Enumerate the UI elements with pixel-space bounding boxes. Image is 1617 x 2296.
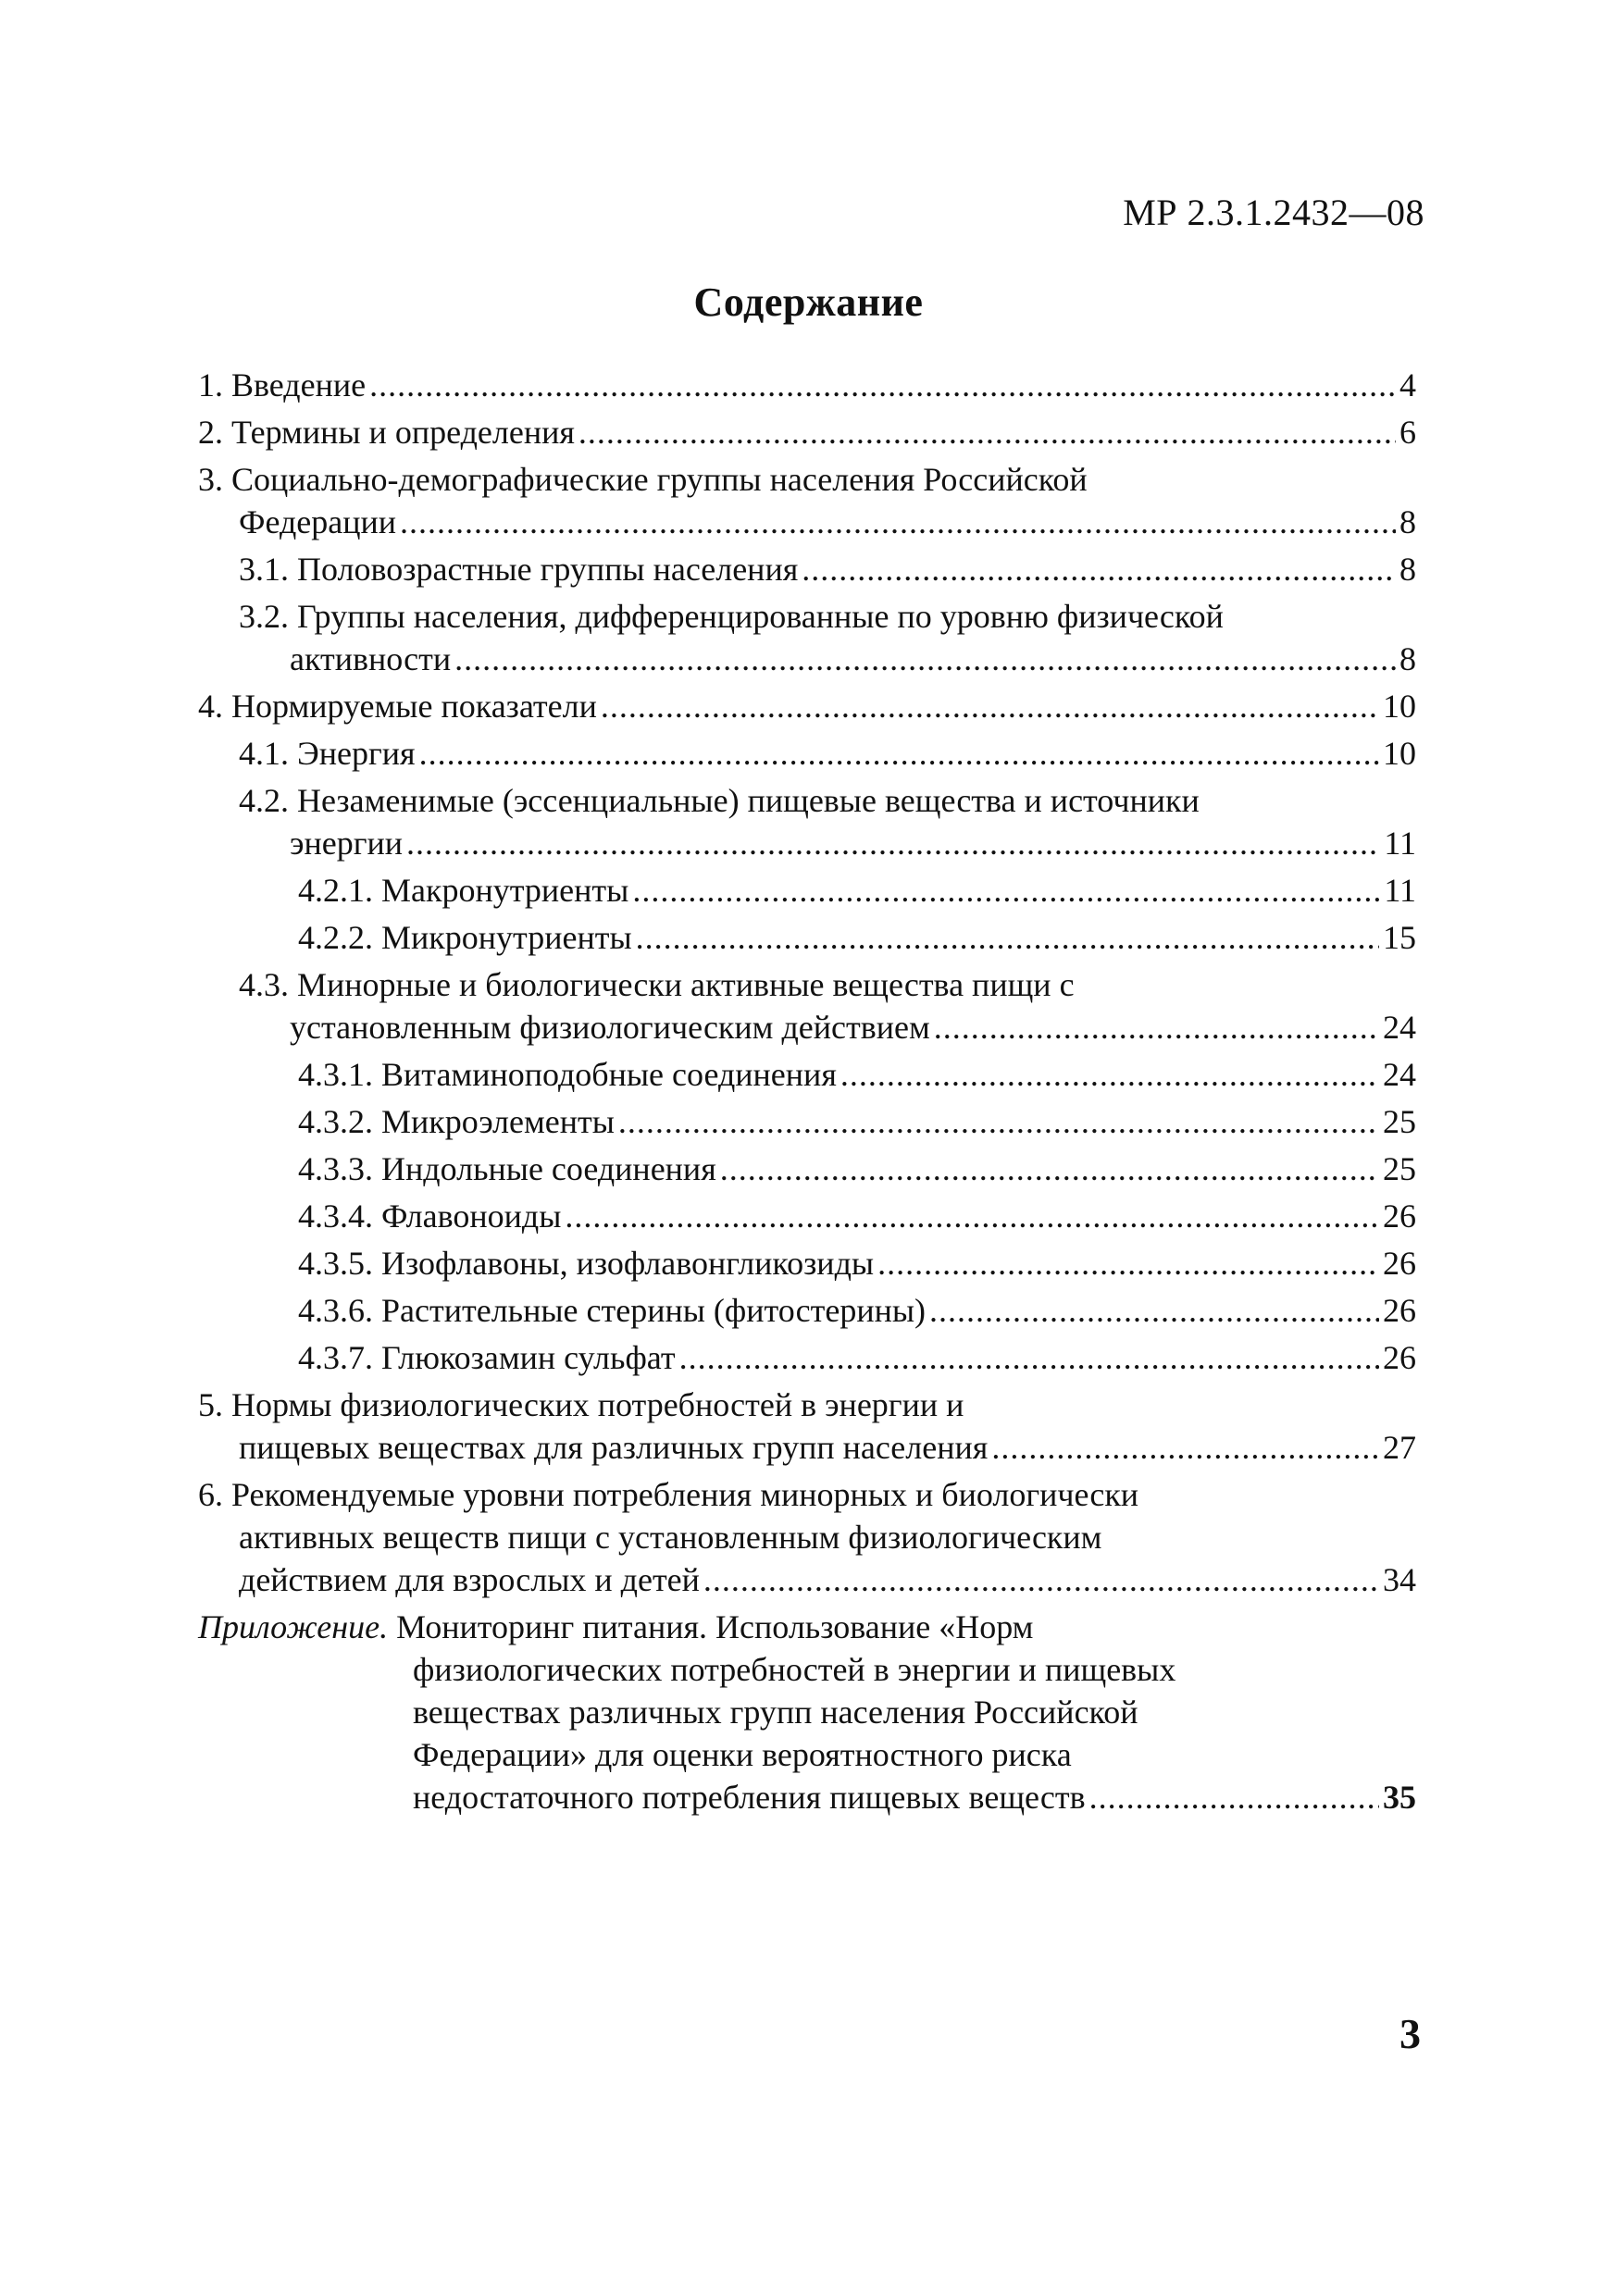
toc-entry bbox=[198, 1242, 1416, 1289]
toc-entry bbox=[198, 411, 1416, 458]
toc-page-number: 11 bbox=[1384, 825, 1416, 862]
dot-leader bbox=[618, 1100, 1379, 1143]
appendix-label: Приложение. bbox=[198, 1608, 389, 1645]
toc-entry bbox=[198, 685, 1416, 732]
toc-entry bbox=[198, 1053, 1416, 1100]
toc-page-number: 8 bbox=[1399, 640, 1416, 677]
toc-entry bbox=[198, 1336, 1416, 1384]
toc-page-number: 8 bbox=[1399, 551, 1416, 588]
toc-entry-text: 4.2.2. Микронутриенты bbox=[298, 919, 632, 956]
toc-page-number: 11 bbox=[1384, 872, 1416, 909]
toc-entry bbox=[198, 869, 1416, 916]
toc-entry-text: пищевых веществах для различных групп населения bbox=[239, 1429, 989, 1466]
dot-leader bbox=[400, 501, 1396, 543]
toc-page-number: 35 bbox=[1383, 1779, 1416, 1816]
toc-page-number: 8 bbox=[1399, 503, 1416, 540]
dot-leader bbox=[406, 822, 1380, 864]
appendix-text: Федерации» для оценки вероятностного риска bbox=[413, 1736, 1072, 1773]
toc-appendix-entry bbox=[198, 1606, 1416, 1823]
dot-leader bbox=[454, 638, 1396, 680]
dot-leader bbox=[601, 685, 1379, 727]
toc-page-number: 26 bbox=[1383, 1245, 1416, 1282]
appendix-text: веществах различных групп населения Российской bbox=[413, 1694, 1138, 1731]
toc-page-number: 15 bbox=[1383, 919, 1416, 956]
toc-entry bbox=[198, 1289, 1416, 1336]
toc-page-number: 6 bbox=[1399, 414, 1416, 451]
toc-entry bbox=[198, 732, 1416, 779]
dot-leader bbox=[1089, 1776, 1379, 1818]
dot-leader bbox=[991, 1426, 1379, 1469]
toc-entry-text: 4.3.1. Витаминоподобные соединения bbox=[298, 1056, 837, 1093]
toc-entry-text: 5. Нормы физиологических потребностей в энергии и bbox=[198, 1386, 964, 1423]
dot-leader bbox=[565, 1195, 1379, 1237]
toc-entry bbox=[198, 458, 1416, 548]
dot-leader bbox=[934, 1006, 1379, 1049]
toc-page-number: 26 bbox=[1383, 1292, 1416, 1329]
toc-page-number: 10 bbox=[1383, 735, 1416, 772]
toc-entry-text: 4.3. Минорные и биологически активные вещества пищи с bbox=[239, 966, 1075, 1003]
dot-leader bbox=[840, 1053, 1379, 1096]
page-number: 3 bbox=[1399, 2010, 1421, 2057]
toc-entry-text: активных веществ пищи с установленным физиологическим bbox=[239, 1519, 1102, 1556]
toc-entry-text: 6. Рекомендуемые уровни потребления минорных и биологически bbox=[198, 1476, 1139, 1513]
toc-entry-text: активности bbox=[290, 640, 452, 677]
toc-entry bbox=[198, 963, 1416, 1053]
dot-leader bbox=[632, 869, 1380, 912]
toc-entry-text: 3.2. Группы населения, дифференцированные по уровню физической bbox=[239, 598, 1224, 635]
dot-leader bbox=[877, 1242, 1379, 1285]
toc-entry bbox=[198, 916, 1416, 963]
toc-entry-text: действием для взрослых и детей bbox=[239, 1561, 700, 1598]
dot-leader bbox=[419, 732, 1379, 775]
toc-page-number: 34 bbox=[1383, 1561, 1416, 1598]
toc-entry-text: 4.3.6. Растительные стерины (фитостерины) bbox=[298, 1292, 927, 1329]
toc-entry-text: 3. Социально-демографические группы населения Российской bbox=[198, 461, 1088, 498]
toc-page-number: 27 bbox=[1383, 1429, 1416, 1466]
toc-page-number: 24 bbox=[1383, 1056, 1416, 1093]
dot-leader bbox=[720, 1148, 1379, 1190]
toc-entry-text: 3.1. Половозрастные группы населения bbox=[239, 551, 799, 588]
toc-page-number: 10 bbox=[1383, 688, 1416, 725]
toc-entry-text: 2. Термины и определения bbox=[198, 414, 575, 451]
toc-page-number: 25 bbox=[1383, 1150, 1416, 1187]
toc-entry-text: 4.2.1. Макронутриенты bbox=[298, 872, 629, 909]
toc-page-number: 26 bbox=[1383, 1198, 1416, 1235]
toc-entry bbox=[198, 779, 1416, 869]
toc-entry bbox=[198, 1100, 1416, 1148]
dot-leader bbox=[802, 548, 1396, 590]
toc-entry bbox=[198, 1195, 1416, 1242]
toc-entry bbox=[198, 1148, 1416, 1195]
dot-leader bbox=[679, 1336, 1379, 1379]
toc-entry-text: Федерации bbox=[239, 503, 397, 540]
toc-entry-text: установленным физиологическим действием bbox=[290, 1009, 930, 1046]
toc-entry bbox=[198, 548, 1416, 595]
toc-entry-text: энергии bbox=[290, 825, 403, 862]
toc-entry-text: 4.1. Энергия bbox=[239, 735, 416, 772]
toc-entry-text: 4.3.3. Индольные соединения bbox=[298, 1150, 716, 1187]
toc-entry-text: 4. Нормируемые показатели bbox=[198, 688, 597, 725]
document-code: МР 2.3.1.2432—08 bbox=[1123, 192, 1424, 233]
toc-entry-text: 4.3.4. Флавоноиды bbox=[298, 1198, 562, 1235]
toc-entry bbox=[198, 595, 1416, 685]
dot-leader bbox=[369, 364, 1396, 406]
dot-leader bbox=[578, 411, 1396, 453]
toc-page-number: 25 bbox=[1383, 1103, 1416, 1140]
dot-leader bbox=[703, 1558, 1379, 1601]
toc-entry bbox=[198, 364, 1416, 411]
appendix-text: Мониторинг питания. Использование «Норм bbox=[396, 1608, 1034, 1645]
appendix-text: физиологических потребностей в энергии и пищевых bbox=[413, 1651, 1176, 1688]
dot-leader bbox=[929, 1289, 1379, 1332]
toc-entry-text: 4.3.5. Изофлавоны, изофлавонгликозиды bbox=[298, 1245, 875, 1282]
toc-page-number: 4 bbox=[1399, 366, 1416, 403]
appendix-text: недостаточного потребления пищевых веществ bbox=[413, 1779, 1086, 1816]
toc-entry-text: 4.3.7. Глюкозамин сульфат bbox=[298, 1339, 676, 1376]
table-of-contents bbox=[198, 364, 1416, 1823]
toc-entry-text: 1. Введение bbox=[198, 366, 367, 403]
page-title: Содержание bbox=[693, 279, 924, 325]
toc-entry-text: 4.2. Незаменимые (эссенциальные) пищевые вещества и источники bbox=[239, 782, 1200, 819]
toc-page-number: 26 bbox=[1383, 1339, 1416, 1376]
toc-page-number: 24 bbox=[1383, 1009, 1416, 1046]
toc-entry bbox=[198, 1384, 1416, 1473]
dot-leader bbox=[636, 916, 1379, 959]
toc-entry bbox=[198, 1473, 1416, 1606]
toc-entry-text: 4.3.2. Микроэлементы bbox=[298, 1103, 615, 1140]
